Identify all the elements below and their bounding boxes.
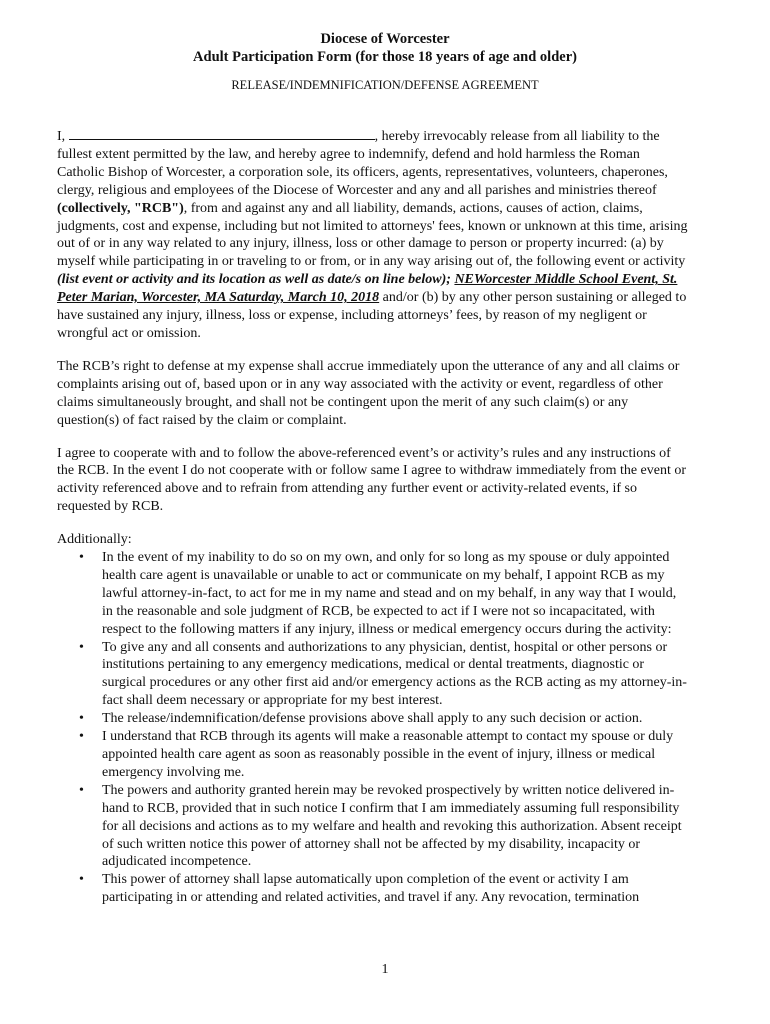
release-text-3: and/or (b) by any other person sustaining or alleged to have sustained any injury, illness, loss or expense, including attorneys’ fees, by reason of my negligent or wrongful act or omission. — [57, 290, 687, 341]
additionally-label: Additionally: — [57, 532, 132, 548]
list-item: • In the event of my inability to do so on my own, and only for so long as my spouse or duly appointed health care agent is unavailable or unable to act or communicate on my behalf, I appoint RCB as my lawful attorney-in-fact, to act for me in my name and stead and on my behalf, in any way that I would, in the reasonable and sole judgment of RCB, be expected to act if I were not so incapacitated, with respect to the following matters if any injury, illness or medical emergency occurs during the activity: — [57, 549, 689, 639]
name-blank-field[interactable] — [69, 127, 375, 140]
list-item: • I understand that RCB through its agents will make a reasonable attempt to contact my spouse or duly appointed health care agent as soon as reasonably possible in the event of injury, illness or medical emergency involving me. — [57, 728, 689, 782]
release-text-2: , from and against any and all liability, demands, actions, causes of action, claims, judgments, cost and expense, including but not limited to attorneys' fees, known or unknown at this time, arising out of or in any way related to any injury, illness, loss or other damage to person or property incurred: (a) by myself while participating in or traveling to or from, or in any way arising out of, the following event or activity — [57, 200, 688, 270]
document-header — [0, 30, 770, 93]
page-number: 1 — [381, 962, 389, 977]
agreement-heading: RELEASE/INDEMNIFICATION/DEFENSE AGREEMENT — [231, 78, 539, 92]
list-item: • This power of attorney shall lapse automatically upon completion of the event or activity I am participating in or attending and related activities, and travel if any. Any revocation, termination — [57, 871, 689, 907]
cooperation-paragraph: I agree to cooperate with and to follow the above-referenced event’s or activity’s rules and any instructions of the RCB. In the event I do not cooperate with or follow same I agree to withdraw immediately from the event or activity referenced above and to refrain from attending any further event or activity-related events, if so requested by RCB. — [57, 445, 687, 515]
list-item: • To give any and all consents and authorizations to any physician, dentist, hospital or other persons or institutions pertaining to any emergency medications, medical or dental treatments, diagnostic or surgical procedures or any other first aid and/or emergency actions as the RCB acting as my attorney-in-fact shall deem necessary or appropriate for my best interest. — [57, 639, 689, 711]
release-paragraph — [57, 127, 689, 343]
document-title: Diocese of Worcester — [320, 31, 450, 47]
provisions-list — [57, 549, 689, 907]
event-description: NEWorcester Middle School Event, St. Peter Marian, Worcester, MA Saturday, March 10, 2018 — [57, 272, 678, 306]
rcb-definition: (collectively, "RCB") — [57, 200, 184, 216]
list-item: • The release/indemnification/defense provisions above shall apply to any such decision or action. — [57, 710, 689, 728]
list-item: • The powers and authority granted herein may be revoked prospectively by written notice delivered in-hand to RCB, provided that in such notice I confirm that I am immediately assuming full responsibility for all decisions and actions as to my welfare and health and revoking this authorization. Absent receipt of such written notice this power of attorney shall not be affected by my disability, incapacity or adjudicated incompetence. — [57, 782, 689, 872]
document-subtitle: Adult Participation Form (for those 18 years of age and older) — [193, 49, 577, 65]
event-instruction: (list event or activity and its location as well as date/s on line below); — [57, 272, 451, 288]
document-body — [57, 127, 689, 907]
release-text-1: , hereby irrevocably release from all liability to the fullest extent permitted by the law, and hereby agree to indemnify, defend and hold harmless the Roman Catholic Bishop of Worcester, a corporation sole, its officers, agents, representatives, volunteers, chaperones, clergy, religious and employees of the Diocese of Worcester and any and all parishes and ministries thereof — [57, 129, 668, 198]
pronoun-i: I, — [57, 129, 66, 144]
defense-paragraph: The RCB’s right to defense at my expense shall accrue immediately upon the utterance of any and all claims or complaints arising out of, based upon or in any way associated with the activity or event, regardless of other claims simultaneously brought, and shall not be contingent upon the merit of any such claim(s) or any question(s) of fact raised by the claim or complaint. — [57, 358, 680, 428]
